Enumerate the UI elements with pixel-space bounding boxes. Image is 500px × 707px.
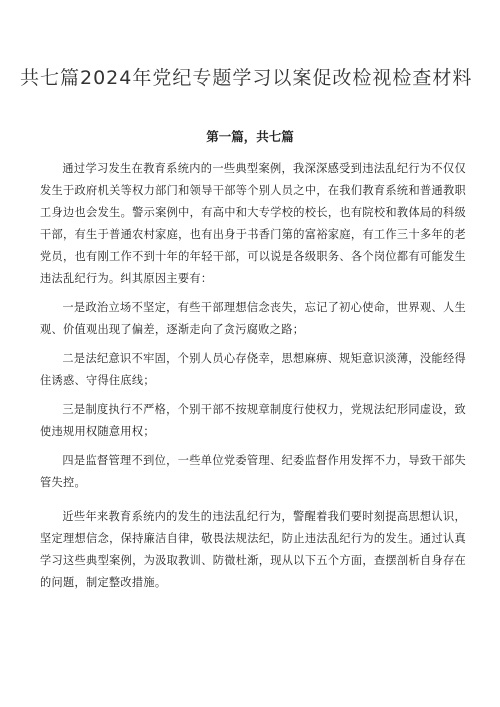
paragraph-reason-3: 三是制度执行不严格，个别干部不按规章制度行使权力，党规法纪形同虚设，致使违规用权随意用权； [40,403,466,438]
paragraph-intro: 通过学习发生在教育系统内的一些典型案例，我深深感受到违法乱纪行为不仅仅发生于政府机关等权力部门和领导干部等个别人员之中，在我们教育系统和普通教职工身边也会发生。警示案例中，有高中和大专学校的校长，也有院校和教体局的科级干部，有生于普通农村家庭，也有出身于书香门第的富裕家庭，有工作三十多年的老党员，也有刚工作不到十年的年轻干部，可以说是各级职务、各个岗位都有可能发生违法乱纪行为。纠其原因主要有： [40,162,466,285]
paragraph-conclusion: 近些年来教育系统内的发生的违法乱纪行为，警醒着我们要时刻提高思想认识，坚定理想信念，保持廉洁自律，敬畏法规法纪，防止违法乱纪行为的发生。通过认真学习这些典型案例，为汲取教训、防微杜渐，现从以下五个方面，查摆剖析自身存在的问题，制定整改措施。 [40,510,466,589]
paragraph-reason-4: 四是监督管理不到位，一些单位党委管理、纪委监督作用发挥不力，导致干部失管失控。 [40,454,466,489]
paragraph-reason-2: 二是法纪意识不牢固，个别人员心存侥幸，思想麻痹、规矩意识淡薄，没能经得住诱惑、守得住底线； [40,352,466,387]
section-heading: 第一篇，共七篇 [206,129,294,144]
paragraph-reason-1: 一是政治立场不坚定，有些干部理想信念丧失，忘记了初心使命，世界观、人生观、价值观出现了偏差，逐渐走向了贪污腐败之路； [40,301,466,336]
document-title: 共七篇2024年党纪专题学习以案促改检视检查材料 [20,67,473,89]
document-body [40,158,466,594]
